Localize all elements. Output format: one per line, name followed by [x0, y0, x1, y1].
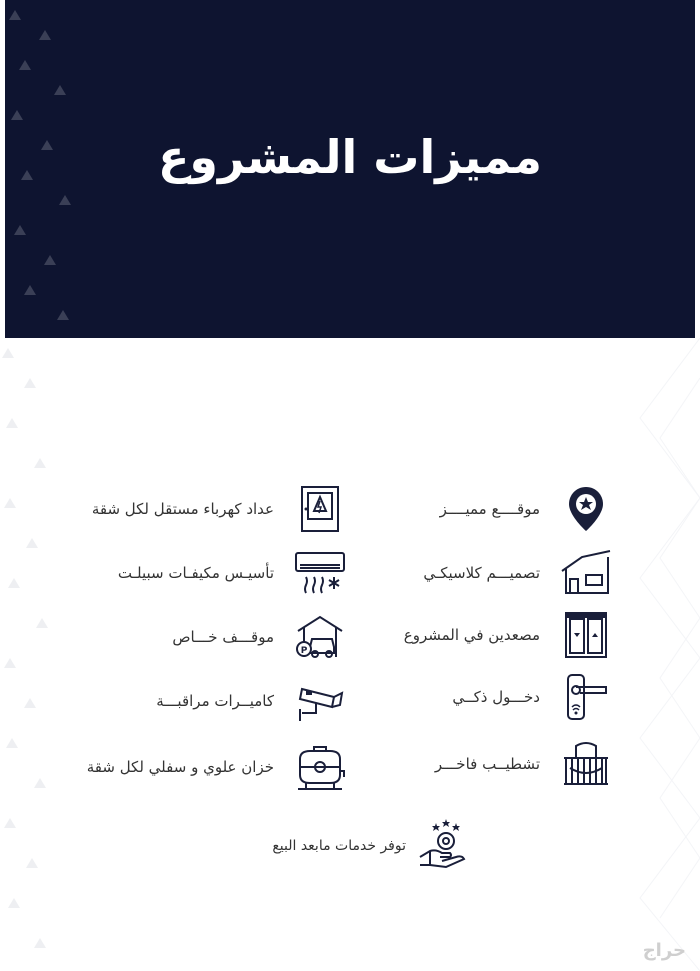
feature-location — [440, 482, 614, 536]
feature-design — [423, 546, 614, 600]
security-camera-icon — [292, 674, 348, 728]
feature-label: خزان علوي و سفلي لكل شقة — [86, 758, 274, 776]
page-title: مميزات المشروع — [157, 130, 543, 184]
feature-water-tank — [87, 740, 348, 794]
electric-meter-icon — [292, 482, 348, 536]
feature-after-sales — [272, 818, 470, 874]
feature-cameras — [156, 674, 348, 728]
feature-label: عداد كهرباء مستقل لكل شقة — [91, 500, 274, 518]
feature-label: تشطيــب فاخـــر — [434, 755, 540, 773]
smart-lock-icon — [558, 670, 614, 724]
feature-label: موقــــع مميــــز — [439, 500, 540, 518]
feature-label: دخـــول ذكــي — [452, 688, 540, 706]
haraj-watermark: حراج — [642, 940, 686, 961]
feature-label: كاميــرات مراقبـــة — [156, 692, 274, 710]
triangle-pattern-left — [0, 338, 60, 971]
feature-label: مصعدين في المشروع — [403, 626, 540, 644]
feature-label: توفر خدمات مابعد البيع — [272, 838, 406, 854]
ornate-fence-icon — [558, 737, 614, 791]
location-star-icon — [558, 482, 614, 536]
house-icon — [558, 546, 614, 600]
svg-text:P: P — [300, 646, 308, 656]
elevator-icon — [558, 608, 614, 662]
feature-label: تصميـــم كلاسيكـي — [423, 564, 540, 582]
split-ac-icon — [292, 546, 348, 600]
feature-electric-meter — [92, 482, 348, 536]
feature-finishing — [435, 737, 614, 791]
parking-garage-icon — [292, 610, 348, 664]
feature-elevators — [404, 608, 614, 662]
feature-smart-entry — [452, 670, 614, 724]
feature-split-ac — [118, 546, 348, 600]
feature-label: موقـــف خـــاص — [172, 628, 274, 646]
feature-private-parking — [172, 610, 348, 664]
header-banner — [5, 0, 695, 338]
feature-label: تأسيـس مكيفـات سبيلـت — [117, 564, 274, 582]
line-pattern-right — [630, 338, 700, 971]
after-sales-service-icon — [416, 817, 470, 875]
water-tank-icon — [292, 740, 348, 794]
